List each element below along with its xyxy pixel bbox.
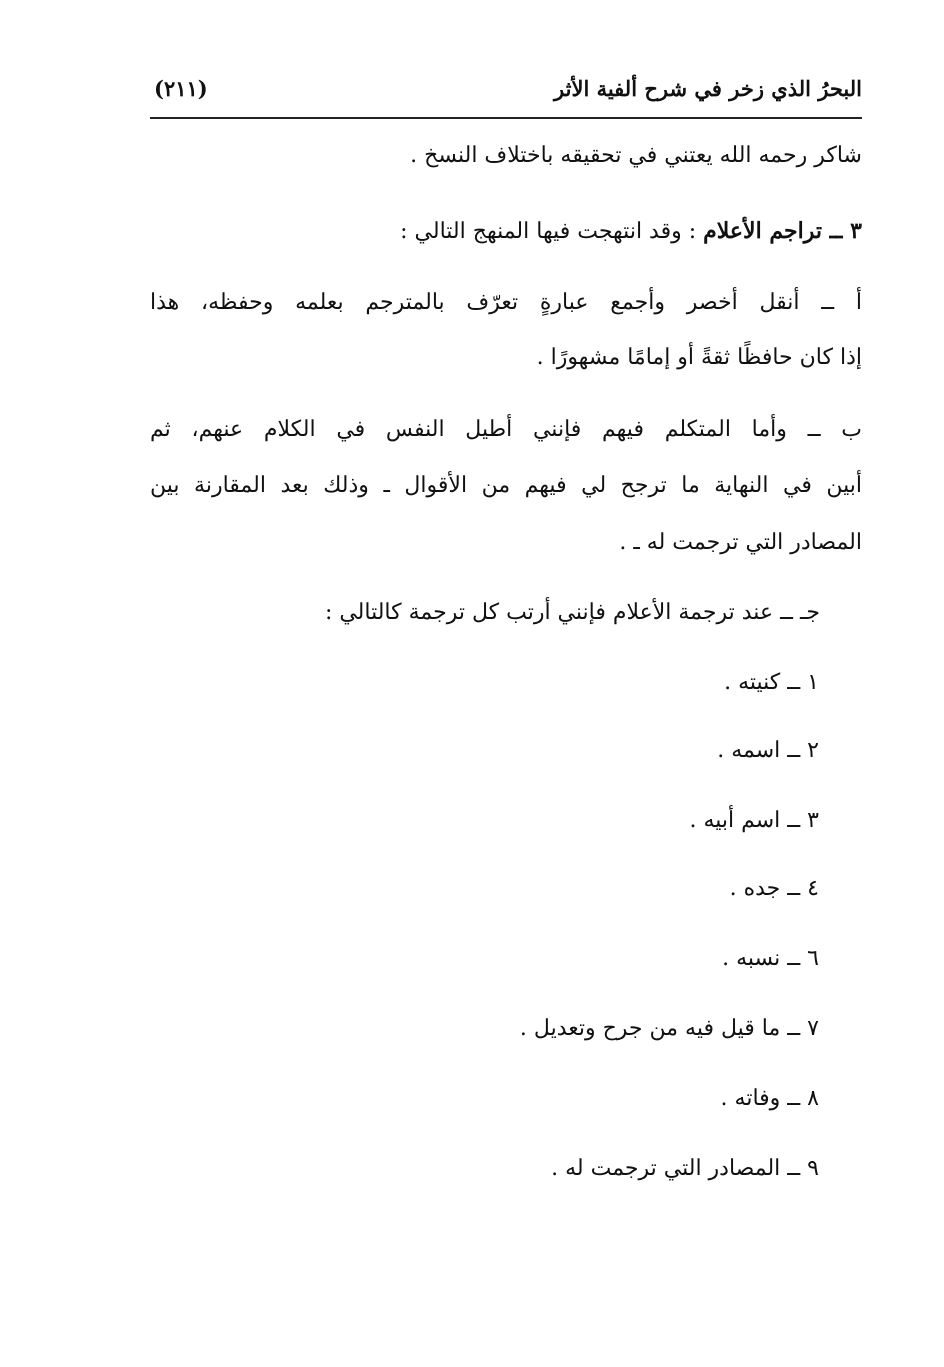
list-item: ٨ ــ وفاته . [720, 1086, 819, 1111]
para-b-line-2: أبين في النهاية ما ترجح لي فيهم من الأقوال ـ وذلك بعد المقارنة بين [150, 473, 862, 498]
list-item: ٤ ــ جده . [729, 876, 819, 901]
section-heading-rest: : وقد انتهجت فيها المنهج التالي : [400, 219, 704, 244]
para-b-line-1: ب ــ وأما المتكلم فيهم فإنني أطيل النفس في الكلام عنهم، ثم [150, 417, 862, 442]
section-heading: ٣ ــ تراجم الأعلام [703, 218, 862, 244]
para-a-line-1: أ ــ أنقل أخصر وأجمع عبارةٍ تعرّف بالمترجم بعلمه وحفظه، هذا [150, 290, 862, 315]
list-item: ٧ ــ ما قيل فيه من جرح وتعديل . [519, 1016, 819, 1041]
para-j-line: جـ ــ عند ترجمة الأعلام فإنني أرتب كل ترجمة كالتالي : [324, 600, 820, 625]
section-heading-line [400, 218, 862, 244]
list-item: ١ ــ كنيته . [724, 670, 819, 695]
list-item: ٦ ــ نسبه . [722, 946, 819, 971]
list-item: ٢ ــ اسمه . [717, 738, 819, 763]
running-title: البحرُ الذي زخر في شرح ألفية الأثر [554, 76, 862, 101]
body-line-1: شاكر رحمه الله يعتني في تحقيقه باختلاف النسخ . [410, 143, 862, 168]
list-item: ٩ ــ المصادر التي ترجمت له . [551, 1156, 819, 1181]
list-item: ٣ ــ اسم أبيه . [689, 808, 819, 833]
header-divider [150, 117, 862, 119]
para-a-line-2: إذا كان حافظًا ثقةً أو إمامًا مشهورًا . [536, 345, 862, 370]
page-header [150, 72, 862, 112]
page-number: (٢١١) [154, 76, 208, 101]
para-b-line-3: المصادر التي ترجمت له ـ . [619, 530, 862, 555]
